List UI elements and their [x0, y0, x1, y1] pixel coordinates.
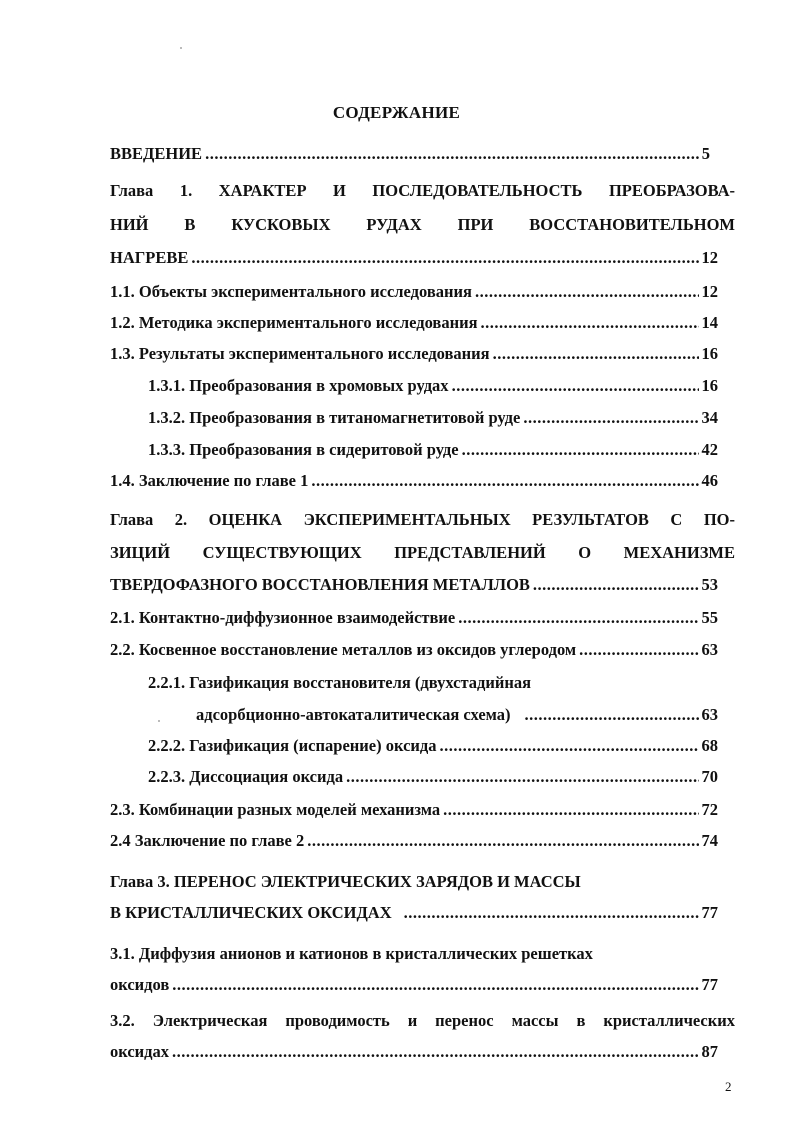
dot-leader [493, 343, 699, 365]
toc-page-number: 53 [701, 575, 718, 594]
toc-chapter-1-line-1: Глава 1. ХАРАКТЕР И ПОСЛЕДОВАТЕЛЬНОСТЬ ПРЕОБРАЗОВА- [110, 181, 735, 200]
toc-entry-text: 1.3.1. Преобразования в хромовых рудах [148, 376, 449, 395]
toc-entry-1-2 [110, 312, 718, 334]
toc-page-number: 72 [701, 800, 718, 819]
toc-entry-2-3 [110, 799, 718, 821]
dot-leader [311, 470, 698, 492]
toc-chapter-3-line-2 [110, 902, 718, 924]
toc-entry-text: 2.1. Контактно-диффузионное взаимодействие [110, 608, 456, 627]
dot-leader [475, 281, 699, 303]
toc-page-number: 42 [701, 440, 718, 459]
dot-leader [205, 143, 699, 165]
toc-entry-intro [110, 143, 710, 165]
dot-leader [525, 704, 699, 726]
toc-entry-1-1 [110, 281, 718, 303]
toc-entry-text: 1.4. Заключение по главе 1 [110, 471, 309, 490]
toc-entry-text: 2.2.2. Газификация (испарение) оксида [148, 736, 437, 755]
toc-entry-text: оксидов [110, 975, 170, 994]
toc-entry-3-1-line-1: 3.1. Диффузия анионов и катионов в кристаллических решетках [110, 944, 593, 963]
page-title: СОДЕРЖАНИЕ [332, 103, 461, 122]
toc-entry-text: 1.3.2. Преобразования в титаномагнетитовой руде [148, 408, 521, 427]
toc-entry-3-2-line-2 [110, 1041, 718, 1063]
toc-entry-text: 1.3.3. Преобразования в сидеритовой руде [148, 440, 459, 459]
toc-page-number: 12 [701, 248, 718, 267]
toc-page-number: 5 [701, 144, 710, 163]
dot-leader [458, 607, 698, 629]
toc-entry-text: 1.1. Объекты экспериментального исследования [110, 282, 472, 301]
toc-entry-text: 2.4 Заключение по главе 2 [110, 831, 305, 850]
dot-leader [346, 766, 698, 788]
dot-leader [452, 375, 699, 397]
toc-page-number: 63 [701, 705, 718, 724]
toc-entry-1-4 [110, 470, 718, 492]
toc-entry-2-2-2 [148, 735, 718, 757]
toc-entry-text: 1.2. Методика экспериментального исследования [110, 313, 478, 332]
dot-leader [172, 974, 698, 996]
toc-chapter-1-line-3 [110, 247, 718, 269]
toc-entry-2-2-3 [148, 766, 718, 788]
toc-entry-text: НАГРЕВЕ [110, 248, 189, 267]
toc-entry-text: В КРИСТАЛЛИЧЕСКИХ ОКСИДАХ [110, 903, 392, 922]
toc-page-number: 74 [701, 831, 718, 850]
toc-chapter-2-line-2: ЗИЦИЙ СУЩЕСТВУЮЩИХ ПРЕДСТАВЛЕНИЙ О МЕХАНИЗМЕ [110, 543, 735, 562]
toc-entry-1-3 [110, 343, 718, 365]
toc-page-number: 55 [701, 608, 718, 627]
toc-chapter-2-line-3 [110, 574, 718, 596]
toc-entry-text: 2.3. Комбинации разных моделей механизма [110, 800, 441, 819]
scan-speck [158, 720, 160, 722]
dot-leader [481, 312, 699, 334]
toc-page-number: 63 [701, 640, 718, 659]
scan-speck [180, 47, 182, 49]
toc-entry-2-4 [110, 830, 718, 852]
dot-leader [191, 247, 698, 269]
toc-entry-1-3-2 [148, 407, 718, 429]
toc-page-number: 14 [701, 313, 718, 332]
page-number: 2 [725, 1079, 732, 1094]
toc-entry-3-1-line-2 [110, 974, 718, 996]
toc-page-number: 77 [701, 903, 718, 922]
toc-entry-text: адсорбционно-автокаталитическая схема) [196, 705, 511, 724]
toc-entry-1-3-1 [148, 375, 718, 397]
toc-entry-3-2-line-1: 3.2. Электрическая проводимость и перенос массы в кристаллических [110, 1011, 735, 1030]
dot-leader [307, 830, 698, 852]
dot-leader [172, 1041, 698, 1063]
dot-leader [533, 574, 699, 596]
toc-entry-1-3-3 [148, 439, 718, 461]
toc-page-number: 77 [701, 975, 718, 994]
toc-entry-2-2-1-line-2 [196, 704, 718, 726]
toc-page-number: 16 [701, 344, 718, 363]
dot-leader [443, 799, 698, 821]
toc-page-number: 70 [701, 767, 718, 786]
toc-entry-2-2-1-line-1: 2.2.1. Газификация восстановителя (двухстадийная [148, 673, 532, 692]
toc-page-number: 87 [701, 1042, 718, 1061]
toc-entry-text: 1.3. Результаты экспериментального исследования [110, 344, 490, 363]
toc-chapter-2-line-1: Глава 2. ОЦЕНКА ЭКСПЕРИМЕНТАЛЬНЫХ РЕЗУЛЬТАТОВ С ПО- [110, 510, 735, 529]
toc-entry-text: 2.2. Косвенное восстановление металлов из оксидов углеродом [110, 640, 577, 659]
toc-entry-2-2 [110, 639, 718, 661]
dot-leader [404, 902, 699, 924]
toc-entry-text: ТВЕРДОФАЗНОГО ВОССТАНОВЛЕНИЯ МЕТАЛЛОВ [110, 575, 530, 594]
dot-leader [462, 439, 699, 461]
toc-page-number: 12 [701, 282, 718, 301]
toc-page-number: 68 [701, 736, 718, 755]
toc-page-number: 16 [701, 376, 718, 395]
toc-page-number: 46 [701, 471, 718, 490]
dot-leader [523, 407, 698, 429]
toc-entry-text: ВВЕДЕНИЕ [110, 144, 203, 163]
toc-entry-2-1 [110, 607, 718, 629]
dot-leader [579, 639, 698, 661]
toc-page-number: 34 [701, 408, 718, 427]
toc-chapter-3-line-1: Глава 3. ПЕРЕНОС ЭЛЕКТРИЧЕСКИХ ЗАРЯДОВ И МАССЫ [110, 872, 581, 891]
toc-entry-text: оксидах [110, 1042, 170, 1061]
dot-leader [440, 735, 699, 757]
toc-entry-text: 2.2.3. Диссоциация оксида [148, 767, 344, 786]
toc-chapter-1-line-2: НИЙ В КУСКОВЫХ РУДАХ ПРИ ВОССТАНОВИТЕЛЬНОМ [110, 215, 735, 234]
